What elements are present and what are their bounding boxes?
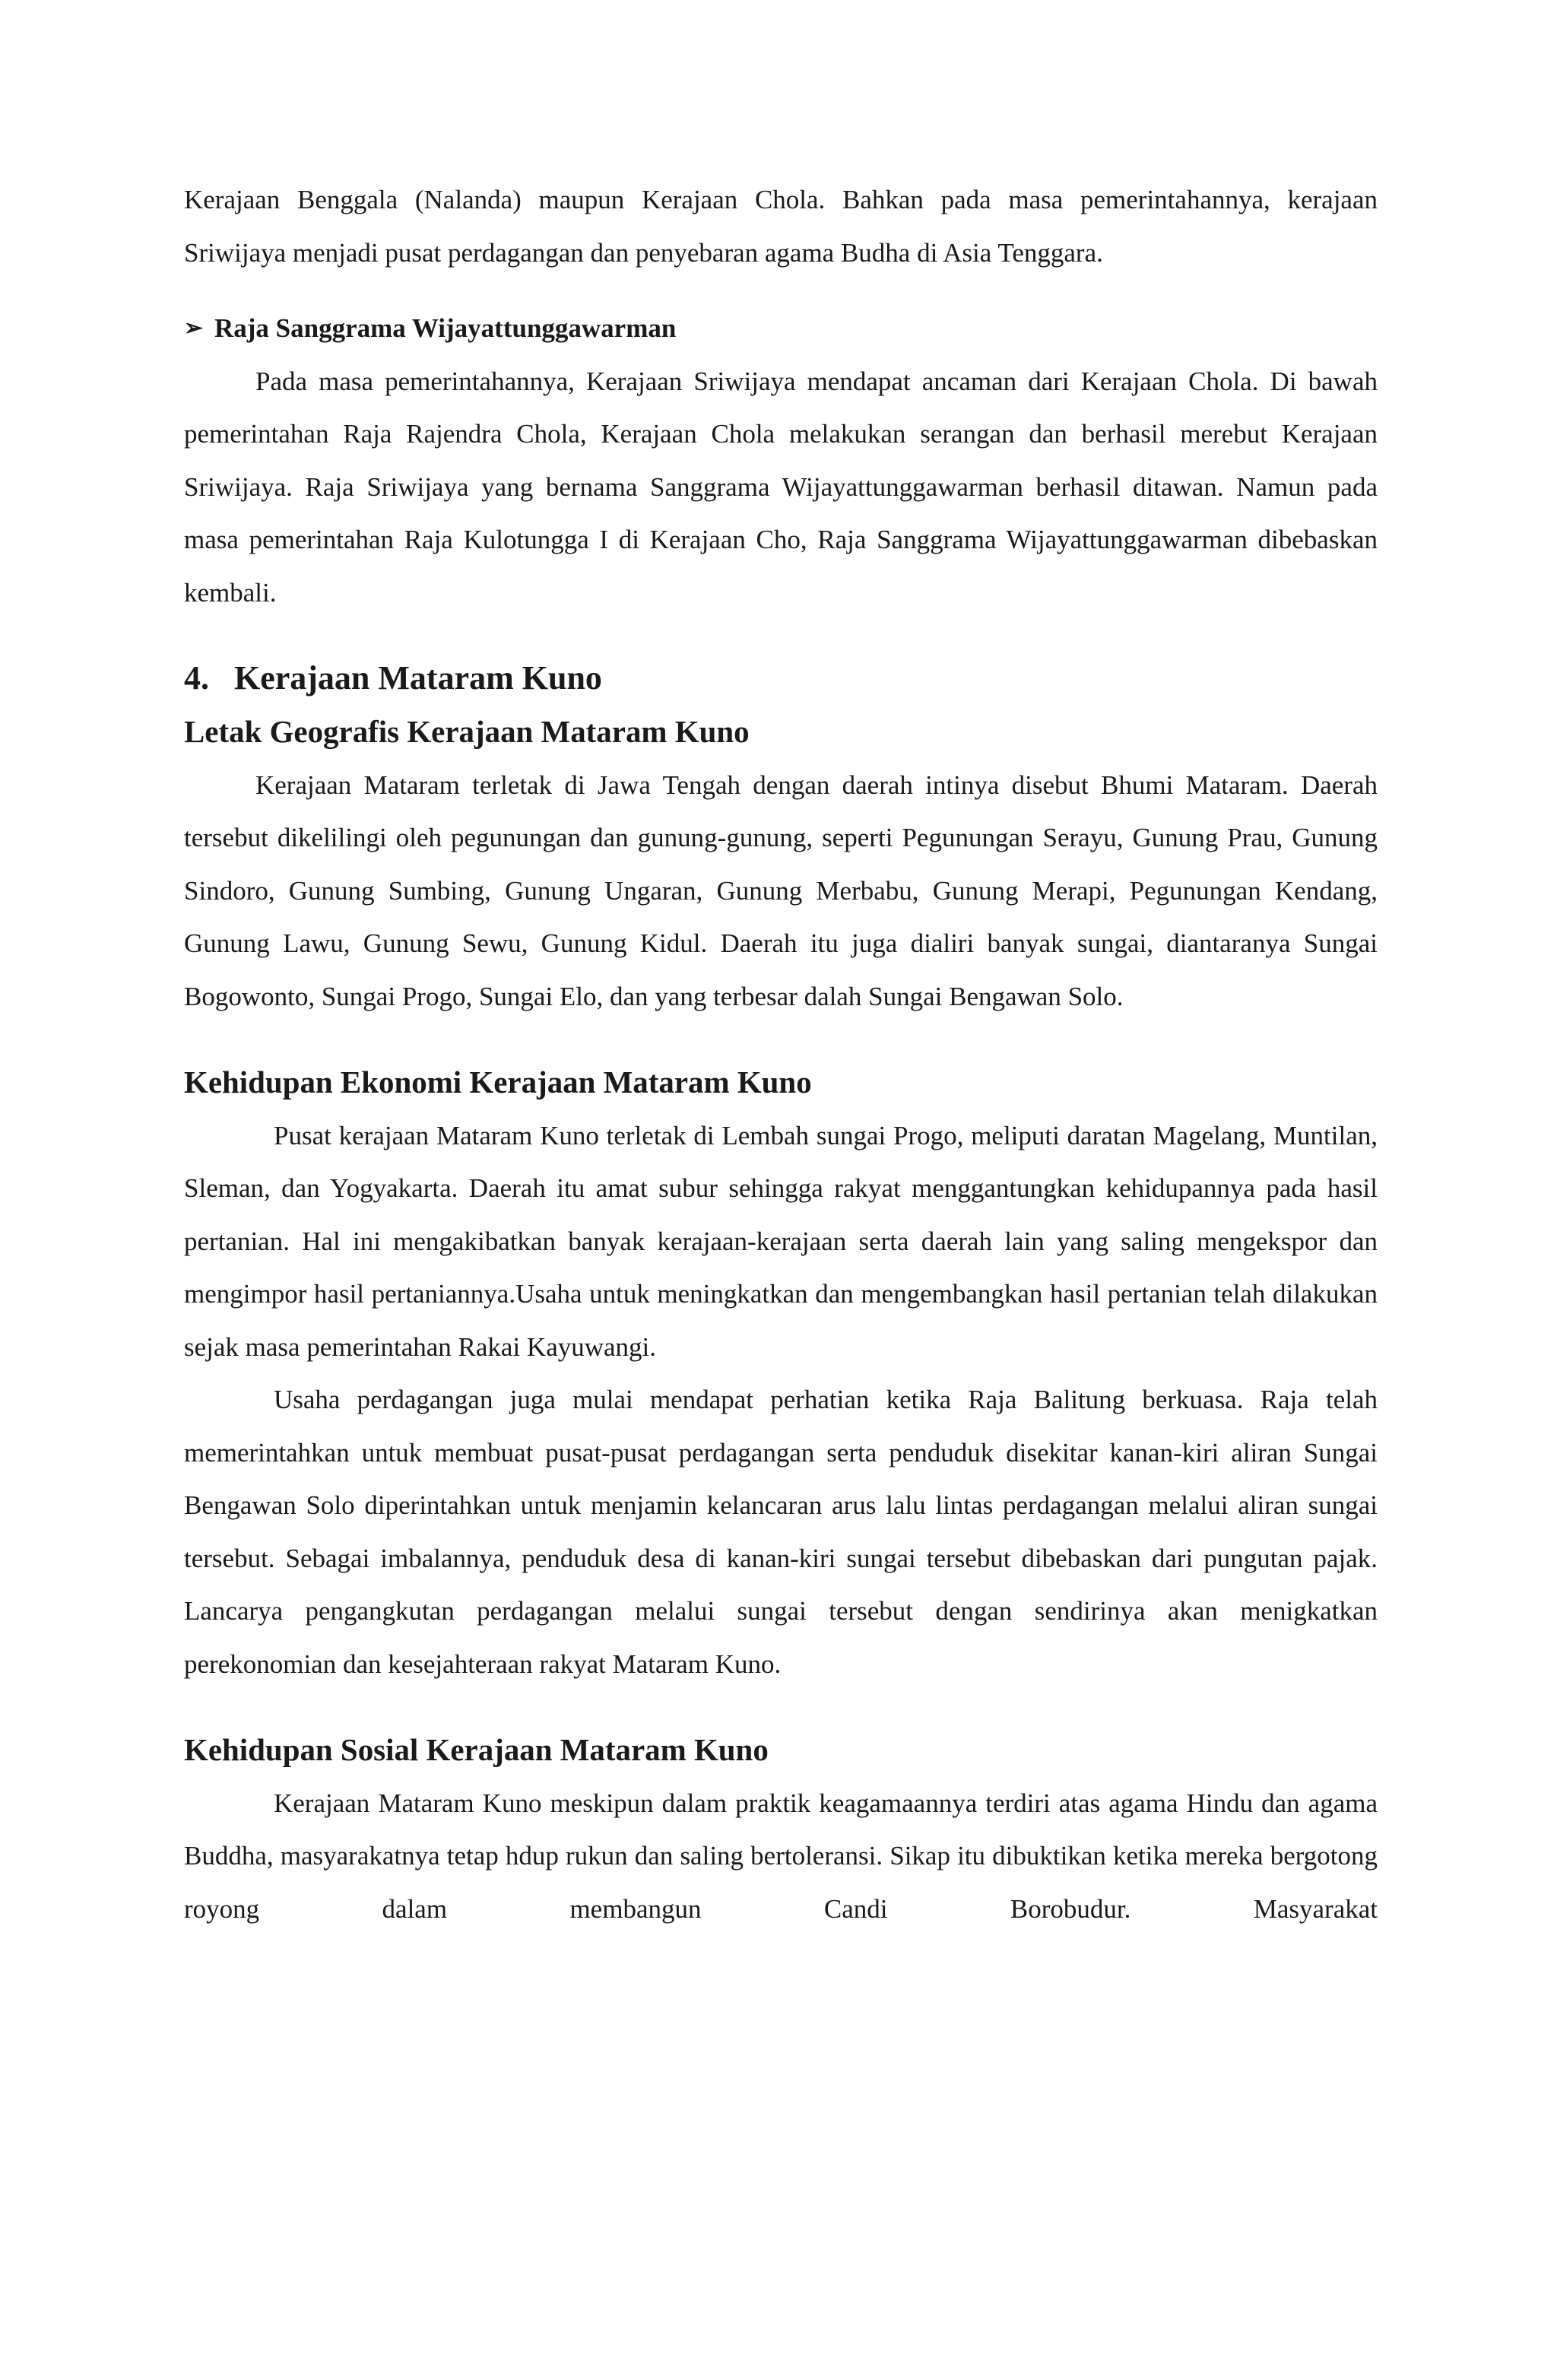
section-number: 4. bbox=[184, 659, 209, 697]
geografis-heading: Letak Geografis Kerajaan Mataram Kuno bbox=[184, 715, 750, 749]
raja-paragraph: Pada masa pemerintahannya, Kerajaan Sriwijaya mendapat ancaman dari Kerajaan Chola. Di bawah pemerintahan Raja Rajendra Chola, Kerajaan Chola melakukan serangan dan berhasil merebut Kerajaan Sriwijaya. Raja Sriwijaya yang bernama Sanggrama Wijayattunggawarman berhasil ditawan. Namun pada masa pemerintahan Raja Kulotungga I di Kerajaan Cho, Raja Sanggrama Wijayattunggawarman dibebaskan kembali. bbox=[184, 366, 1378, 608]
geografis-paragraph: Kerajaan Mataram terletak di Jawa Tengah dengan daerah intinya disebut Bhumi Mataram. Daerah tersebut dikelilingi oleh pegunungan dan gunung-gunung, seperti Pegunungan Serayu, Gunung Prau, Gunung Sindoro, Gunung Sumbing, Gunung Ungaran, Gunung Merbabu, Gunung Merapi, Pegunungan Kendang, Gunung Lawu, Gunung Sewu, Gunung Kidul. Daerah itu juga dialiri banyak sungai, diantaranya Sungai Bogowonto, Sungai Progo, Sungai Elo, dan yang terbesar dalah Sungai Bengawan Solo. bbox=[184, 770, 1378, 1011]
section-title bbox=[184, 651, 1378, 706]
sosial-paragraph: Kerajaan Mataram Kuno meskipun dalam praktik keagamaannya terdiri atas agama Hindu dan agama Buddha, masyarakatnya tetap hdup rukun dan saling bertoleransi. Sikap itu dibuktikan ketika mereka bergotong royong dalam membangun Candi Borobudur. Masyarakat bbox=[184, 1788, 1378, 1924]
spacer bbox=[184, 1690, 1378, 1724]
intro-paragraph: Kerajaan Benggala (Nalanda) maupun Kerajaan Chola. Bahkan pada masa pemerintahannya, kerajaan Sriwijaya menjadi pusat perdagangan dan penyebaran agama Budha di Asia Tenggara. bbox=[184, 185, 1378, 268]
section-title-text: Kerajaan Mataram Kuno bbox=[234, 659, 602, 697]
spacer bbox=[184, 1023, 1378, 1056]
ekonomi-paragraph-2: Usaha perdagangan juga mulai mendapat perhatian ketika Raja Balitung berkuasa. Raja telah memerintahkan untuk membuat pusat-pusat perdagangan serta penduduk disekitar kanan-kiri aliran Sungai Bengawan Solo diperintahkan untuk menjamin kelancaran arus lalu lintas perdagangan melalui aliran sungai tersebut. Sebagai imbalannya, penduduk desa di kanan-kiri sungai tersebut dibebaskan dari pungutan pajak. Lancarya pengangkutan perdagangan melalui sungai tersebut dengan sendirinya akan menigkatkan perekonomian dan kesejahteraan rakyat Mataram Kuno. bbox=[184, 1385, 1378, 1679]
sosial-heading: Kehidupan Sosial Kerajaan Mataram Kuno bbox=[184, 1733, 769, 1767]
spacer bbox=[184, 279, 1378, 302]
document-page bbox=[184, 173, 1378, 1935]
spacer bbox=[184, 619, 1378, 651]
ekonomi-heading: Kehidupan Ekonomi Kerajaan Mataram Kuno bbox=[184, 1065, 812, 1100]
raja-heading bbox=[184, 302, 1378, 355]
raja-title: Raja Sanggrama Wijayattunggawarman bbox=[214, 313, 677, 343]
ekonomi-paragraph-1: Pusat kerajaan Mataram Kuno terletak di Lembah sungai Progo, meliputi daratan Magelang, Muntilan, Sleman, dan Yogyakarta. Daerah itu amat subur sehingga rakyat menggantungkan kehidupannya pada hasil pertanian. Hal ini mengakibatkan banyak kerajaan-kerajaan serta daerah lain yang saling mengekspor dan mengimpor hasil pertaniannya.Usaha untuk meningkatkan dan mengembangkan hasil pertanian telah dilakukan sejak masa pemerintahan Rakai Kayuwangi. bbox=[184, 1120, 1378, 1362]
arrow-bullet-icon: ➢ bbox=[184, 316, 204, 341]
